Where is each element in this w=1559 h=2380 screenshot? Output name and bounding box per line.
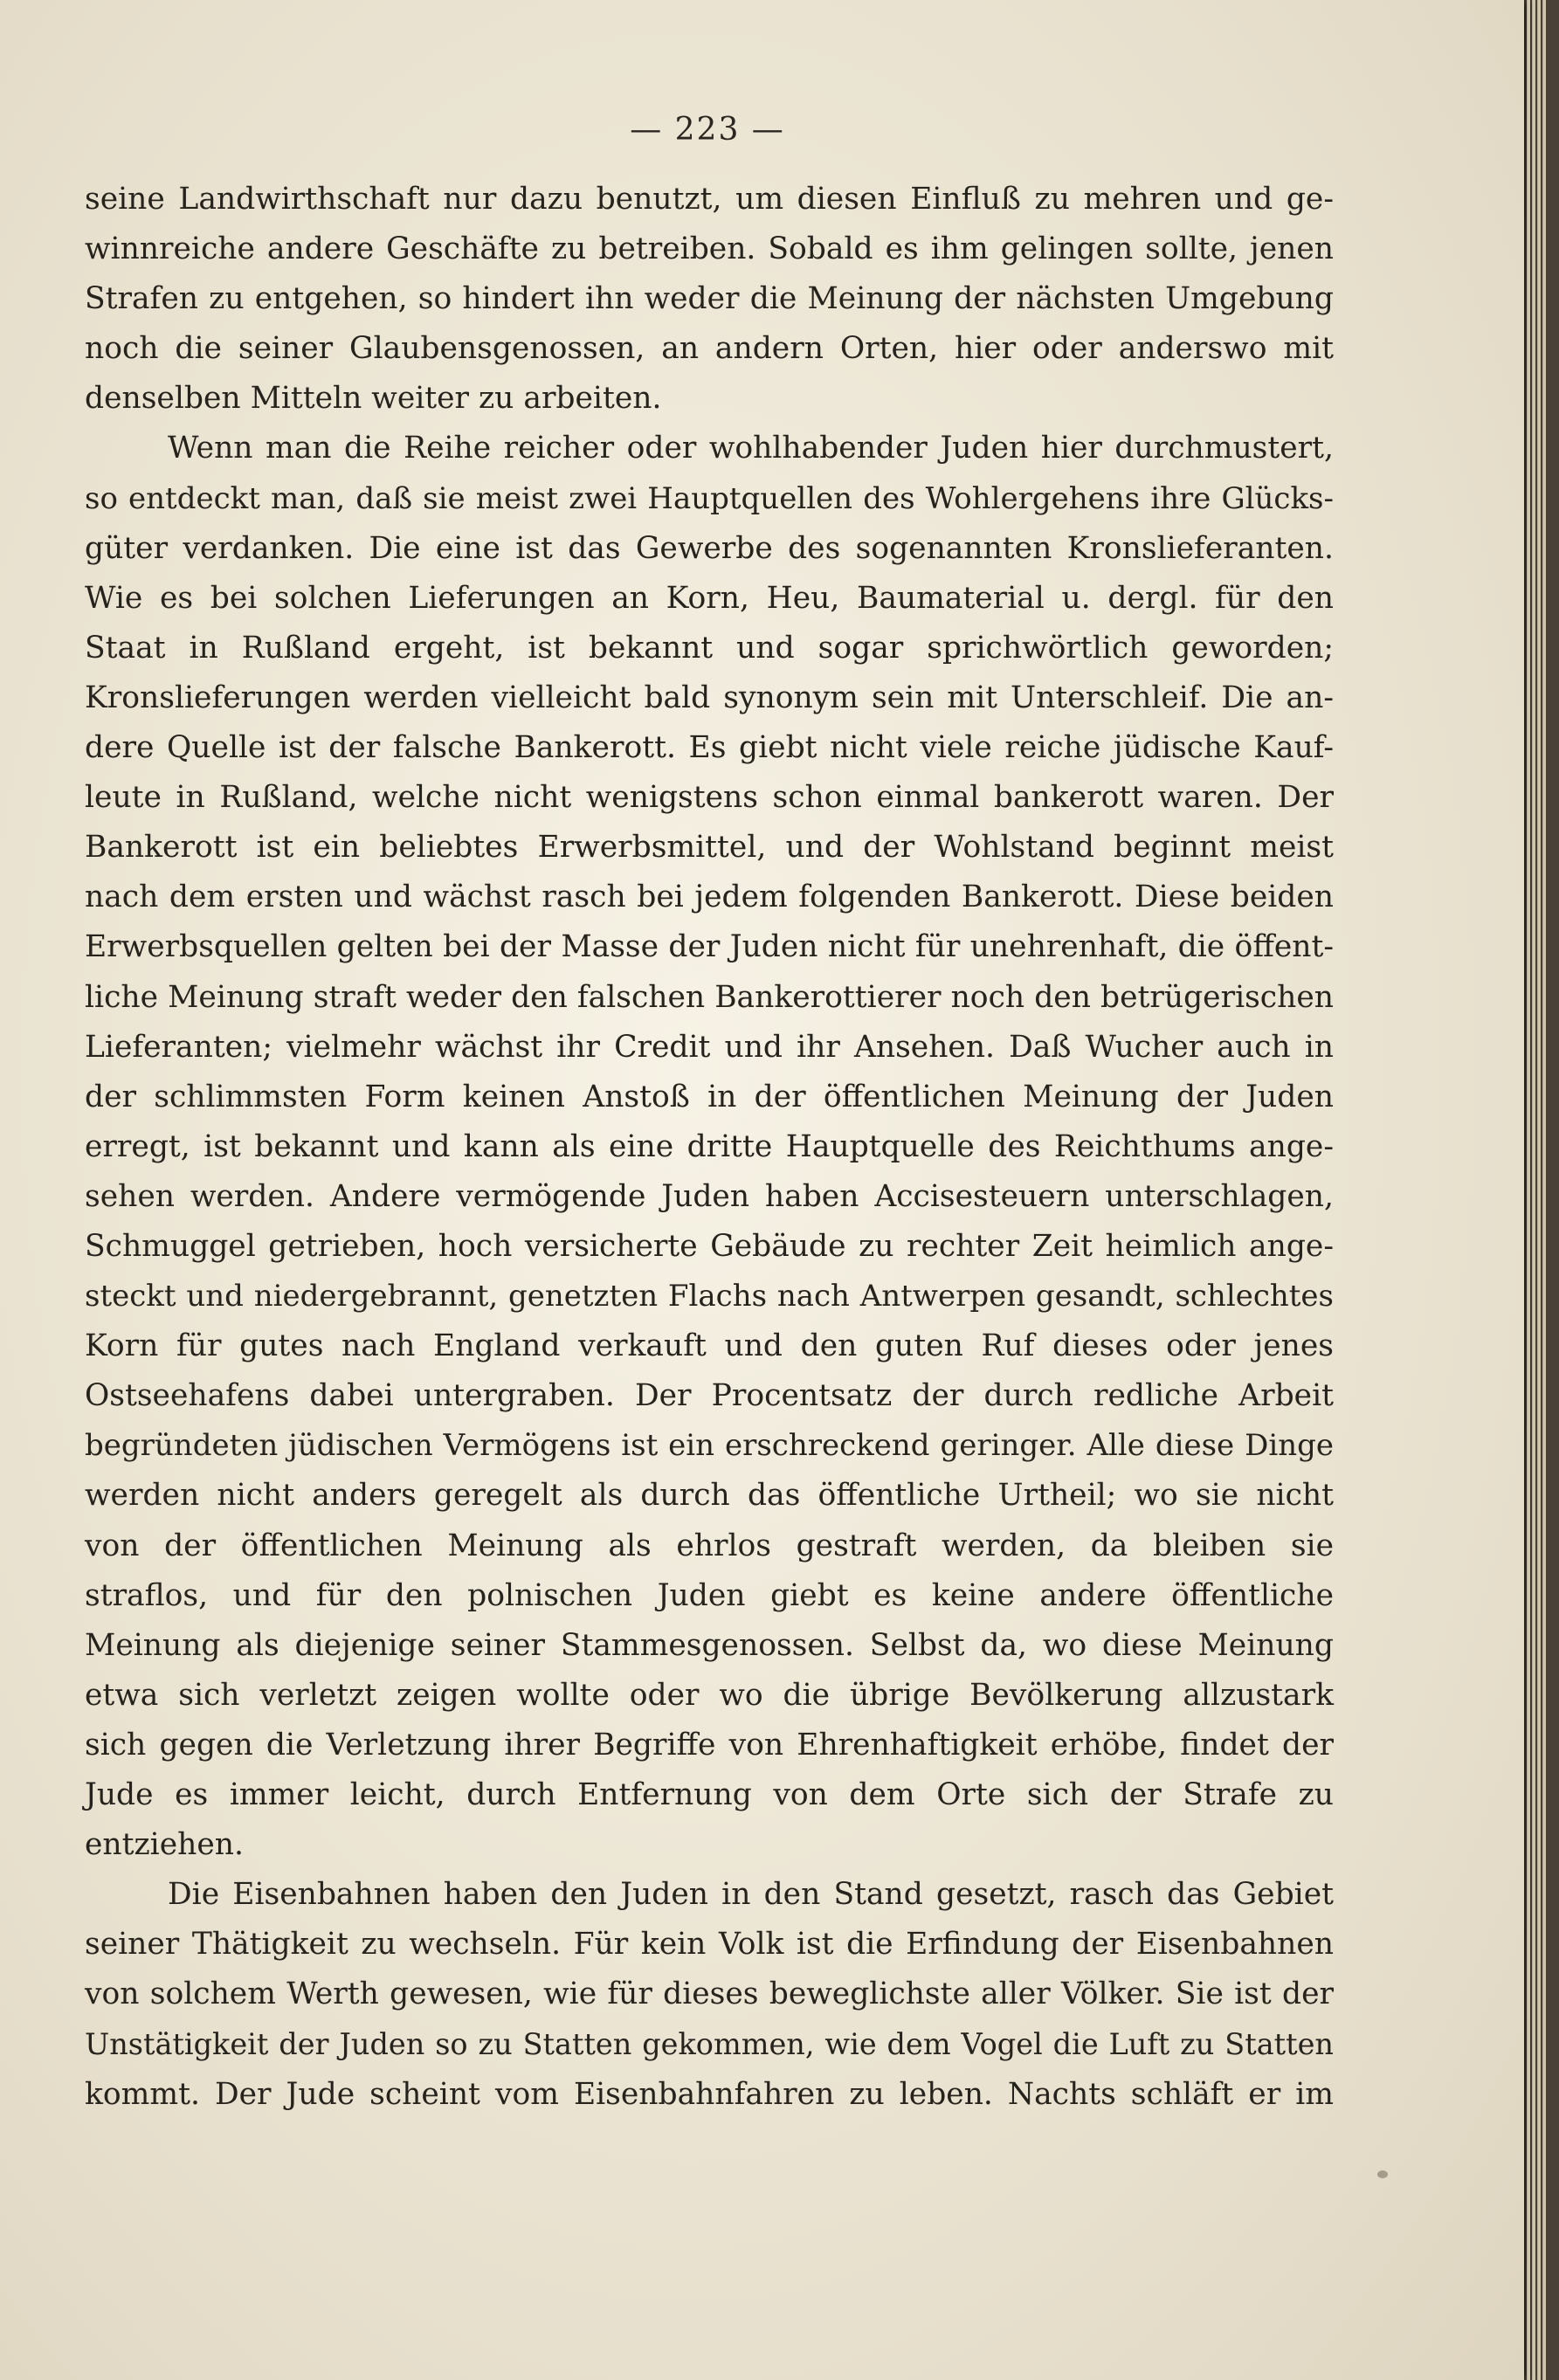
- text-line: liche Meinung straft weder den falschen Bankerottierer noch den betrügerischen: [85, 979, 1334, 1015]
- text-line: etwa sich verletzt zeigen wollte oder wo die übrige Bevölkerung allzustark: [85, 1677, 1334, 1713]
- text-line: Strafen zu entgehen, so hindert ihn weder die Meinung der nächsten Umgebung: [85, 281, 1334, 317]
- text-line: güter verdanken. Die eine ist das Gewerbe des sogenannten Kronslieferanten.: [85, 530, 1334, 566]
- text-line: sehen werden. Andere vermögende Juden haben Accisesteuern unterschlagen,: [85, 1178, 1334, 1214]
- text-line: Korn für gutes nach England verkauft und den guten Ruf dieses oder jenes: [85, 1328, 1334, 1364]
- text-line: Schmuggel getrieben, hoch versicherte Gebäude zu rechter Zeit heimlich ange-: [85, 1228, 1334, 1264]
- text-line: der schlimmsten Form keinen Anstoß in der öffentlichen Meinung der Juden: [85, 1079, 1334, 1114]
- text-line: Lieferanten; vielmehr wächst ihr Credit und ihr Ansehen. Daß Wucher auch in: [85, 1029, 1334, 1065]
- text-line: entziehen.: [85, 1827, 244, 1863]
- text-line: dere Quelle ist der falsche Bankerott. Es giebt nicht viele reiche jüdische Kauf-: [85, 730, 1334, 766]
- text-line: straflos, und für den polnischen Juden giebt es keine andere öffentliche: [85, 1577, 1334, 1613]
- text-line: Wenn man die Reihe reicher oder wohlhabender Juden hier durchmustert,: [168, 431, 1334, 466]
- text-line: steckt und niedergebrannt, genetzten Flachs nach Antwerpen gesandt, schlechtes: [85, 1279, 1334, 1314]
- text-line: seiner Thätigkeit zu wechseln. Für kein Volk ist die Erfindung der Eisenbahnen: [85, 1927, 1334, 1963]
- page-edge: [1537, 0, 1541, 2380]
- page-number: — 223 —: [630, 112, 785, 148]
- page-edge: [1527, 0, 1530, 2380]
- text-line: kommt. Der Jude scheint vom Eisenbahnfahren zu leben. Nachts schläft er im: [85, 2076, 1334, 2112]
- text-line: Ostseehafens dabei untergraben. Der Procentsatz der durch redliche Arbeit: [85, 1378, 1334, 1414]
- page-edge: [1532, 0, 1535, 2380]
- ink-smudge: [1377, 2170, 1388, 2178]
- text-line: Unstätigkeit der Juden so zu Statten gekommen, wie dem Vogel die Luft zu Statten: [85, 2027, 1334, 2062]
- text-line: Erwerbsquellen gelten bei der Masse der Juden nicht für unehrenhaft, die öffent-: [85, 929, 1334, 965]
- text-line: winnreiche andere Geschäfte zu betreiben. Sobald es ihm gelingen sollte, jenen: [85, 231, 1334, 267]
- text-line: leute in Rußland, welche nicht wenigstens schon einmal bankerott waren. Der: [85, 780, 1334, 816]
- text-line: begründeten jüdischen Vermögens ist ein erschreckend geringer. Alle diese Dinge: [85, 1428, 1334, 1464]
- text-line: erregt, ist bekannt und kann als eine dritte Hauptquelle des Reichthums ange-: [85, 1128, 1334, 1164]
- text-line: sich gegen die Verletzung ihrer Begriffe von Ehrenhaftigkeit erhöbe, findet der: [85, 1727, 1334, 1763]
- text-line: von solchem Werth gewesen, wie für dieses beweglichste aller Völker. Sie ist der: [85, 1976, 1334, 2012]
- text-line: Die Eisenbahnen haben den Juden in den Stand gesetzt, rasch das Gebiet: [168, 1877, 1334, 1913]
- text-line: von der öffentlichen Meinung als ehrlos gestraft werden, da bleiben sie: [85, 1528, 1334, 1563]
- text-line: so entdeckt man, daß sie meist zwei Hauptquellen des Wohlergehens ihre Glücks-: [85, 480, 1334, 516]
- text-line: Meinung als diejenige seiner Stammesgenossen. Selbst da, wo diese Meinung: [85, 1627, 1334, 1663]
- body-text: [85, 175, 1334, 2120]
- text-line: werden nicht anders geregelt als durch das öffentliche Urtheil; wo sie nicht: [85, 1478, 1334, 1514]
- text-line: Kronslieferungen werden vielleicht bald synonym sein mit Unterschleif. Die an-: [85, 680, 1334, 715]
- text-line: seine Landwirthschaft nur dazu benutzt, um diesen Einfluß zu mehren und ge-: [85, 182, 1334, 217]
- text-line: Bankerott ist ein beliebtes Erwerbsmittel, und der Wohlstand beginnt meist: [85, 830, 1334, 866]
- text-line: Wie es bei solchen Lieferungen an Korn, Heu, Baumaterial u. dergl. für den: [85, 580, 1334, 616]
- text-line: nach dem ersten und wächst rasch bei jedem folgenden Bankerott. Diese beiden: [85, 880, 1334, 915]
- text-line: Staat in Rußland ergeht, ist bekannt und sogar sprichwörtlich geworden;: [85, 630, 1334, 666]
- text-line: denselben Mitteln weiter zu arbeiten.: [85, 381, 662, 417]
- text-line: Jude es immer leicht, durch Entfernung von dem Orte sich der Strafe zu: [85, 1777, 1334, 1812]
- page-edge: [1542, 0, 1546, 2380]
- text-line: noch die seiner Glaubensgenossen, an andern Orten, hier oder anderswo mit: [85, 331, 1334, 367]
